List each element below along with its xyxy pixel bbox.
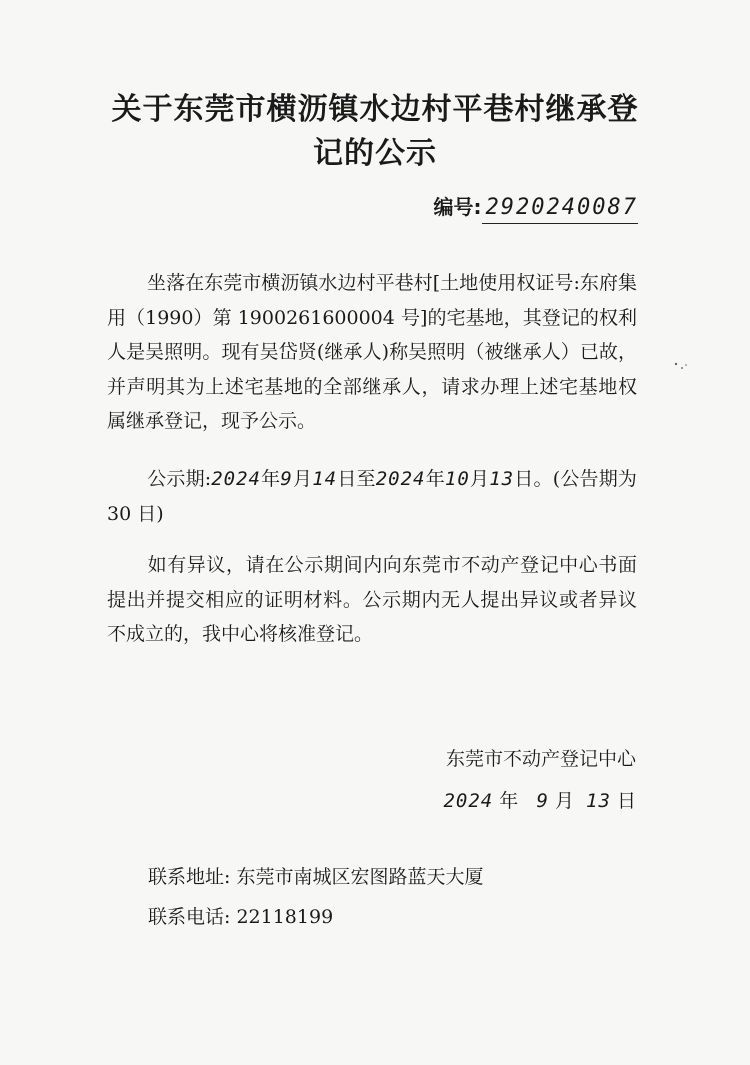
paper-speck-marks: [672, 356, 692, 376]
document-number: [434, 192, 638, 224]
title-line-1: 关于东莞市横沥镇水边村平巷村继承登: [111, 92, 639, 127]
contact-address: [148, 862, 483, 892]
period-prefix: 公示期:: [147, 468, 212, 490]
title-line-2: 记的公示: [313, 136, 437, 171]
signature-organization: 东莞市不动产登记中心: [445, 748, 636, 770]
period-end-month: 10: [444, 468, 470, 490]
period-end-day: 13: [489, 468, 515, 490]
paragraph-1-text: 坐落在东莞市横沥镇水边村平巷村[土地使用权证号:东府集用（1990）第 1900261600004 号]的宅基地，其登记的权利人是吴照明。现有吴岱贤(继承人)称吴照明（被继承人）已故，并声明其为上述宅基地的全部继承人，请求办理上述宅基地权属继承登记，现予公示。: [107, 272, 637, 432]
period-start-month: 9: [280, 468, 293, 490]
period-start-year: 2024: [211, 468, 261, 490]
document-number-value: 2920240087: [482, 193, 638, 224]
contact-phone-label: 联系电话:: [148, 906, 231, 928]
document-title: [60, 88, 690, 176]
contact-address-value: 东莞市南城区宏图路蓝天大厦: [236, 866, 484, 888]
period-end-year: 2024: [375, 468, 426, 490]
notice-period-paragraph: 公示期:2024年9月14日至2024年10月13日。(公告期为 30 日): [107, 468, 637, 525]
contact-phone: [148, 902, 333, 932]
notice-paragraph-3: [107, 548, 637, 652]
signature-day: 13: [586, 790, 611, 812]
signature-date: 2024 年 9 月 13 日: [443, 786, 636, 816]
notice-paragraph-1: [107, 266, 637, 439]
contact-address-label: 联系地址:: [148, 866, 231, 888]
document-number-label: 编号:: [433, 195, 482, 219]
contact-phone-value: 22118199: [236, 906, 334, 928]
paragraph-3-text: 如有异议，请在公示期间内向东莞市不动产登记中心书面提出并提交相应的证明材料。公示期内无人提出异议或者异议不成立的，我中心将核准登记。: [107, 554, 637, 645]
signature-year: 2024: [443, 790, 494, 812]
period-start-day: 14: [312, 468, 338, 490]
signature-month: 9: [536, 790, 549, 812]
period-suffix: 。(公告期为 30 日): [107, 468, 637, 525]
